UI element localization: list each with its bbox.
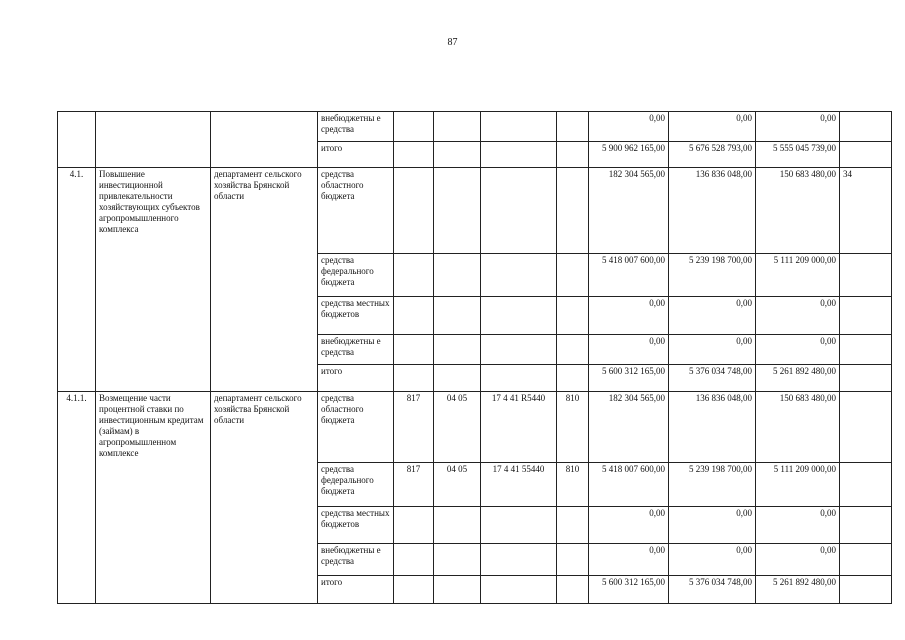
target-article-code [481,335,557,365]
funding-source: средства местных бюджетов [318,507,394,544]
item-name: Повышение инвестиционной привлекательности хозяйствующих субъектов агропромышленного комплекса [96,168,211,392]
amount-year-3: 0,00 [756,297,840,335]
item-number: 4.1.1. [58,392,96,604]
target-article-code [481,168,557,254]
item-name: Возмещение части процентной ставки по инвестиционным кредитам (займам) в агропромышленном комплексе [96,392,211,604]
amount-year-1: 0,00 [589,297,669,335]
section-code [434,544,481,576]
amount-year-2: 5 676 528 793,00 [669,142,756,168]
department [211,112,318,168]
expense-type-code [557,507,589,544]
amount-year-2: 0,00 [669,335,756,365]
amount-year-2: 0,00 [669,112,756,142]
section-code [434,576,481,604]
amount-year-3: 0,00 [756,544,840,576]
indicator-ref [840,254,892,297]
amount-year-3: 0,00 [756,507,840,544]
amount-year-3: 150 683 480,00 [756,168,840,254]
amount-year-3: 5 555 045 739,00 [756,142,840,168]
amount-year-2: 0,00 [669,297,756,335]
budget-table [57,111,892,604]
grbs-code [394,335,434,365]
indicator-ref [840,297,892,335]
item-number [58,112,96,168]
indicator-ref [840,507,892,544]
funding-source: средства федерального бюджета [318,254,394,297]
funding-source: внебюджетны е средства [318,544,394,576]
expense-type-code [557,297,589,335]
grbs-code [394,576,434,604]
indicator-ref [840,365,892,392]
expense-type-code: 810 [557,392,589,463]
amount-year-1: 5 418 007 600,00 [589,254,669,297]
expense-type-code [557,576,589,604]
expense-type-code [557,168,589,254]
target-article-code [481,576,557,604]
target-article-code [481,507,557,544]
amount-year-1: 0,00 [589,335,669,365]
expense-type-code: 810 [557,463,589,507]
grbs-code: 817 [394,463,434,507]
amount-year-3: 5 261 892 480,00 [756,365,840,392]
item-number: 4.1. [58,168,96,392]
amount-year-3: 0,00 [756,335,840,365]
funding-source: итого [318,576,394,604]
amount-year-1: 182 304 565,00 [589,168,669,254]
section-code [434,297,481,335]
target-article-code: 17 4 41 R5440 [481,392,557,463]
amount-year-3: 0,00 [756,112,840,142]
funding-source: внебюджетны е средства [318,112,394,142]
amount-year-3: 150 683 480,00 [756,392,840,463]
amount-year-2: 136 836 048,00 [669,168,756,254]
page-number: 87 [447,37,458,48]
target-article-code [481,297,557,335]
amount-year-3: 5 261 892 480,00 [756,576,840,604]
funding-source: внебюджетны е средства [318,335,394,365]
table-row [58,392,892,463]
amount-year-2: 0,00 [669,544,756,576]
expense-type-code [557,254,589,297]
section-code [434,168,481,254]
amount-year-1: 5 900 962 165,00 [589,142,669,168]
target-article-code [481,365,557,392]
indicator-ref [840,392,892,463]
expense-type-code [557,544,589,576]
indicator-ref [840,544,892,576]
amount-year-2: 5 376 034 748,00 [669,576,756,604]
table-row [58,112,892,142]
expense-type-code [557,142,589,168]
amount-year-1: 5 600 312 165,00 [589,576,669,604]
amount-year-2: 5 376 034 748,00 [669,365,756,392]
grbs-code [394,544,434,576]
funding-source: средства областного бюджета [318,392,394,463]
funding-source: средства областного бюджета [318,168,394,254]
expense-type-code [557,365,589,392]
indicator-ref [840,463,892,507]
amount-year-2: 5 239 198 700,00 [669,254,756,297]
amount-year-3: 5 111 209 000,00 [756,254,840,297]
department: департамент сельского хозяйства Брянской области [211,392,318,604]
section-code [434,142,481,168]
department: департамент сельского хозяйства Брянской области [211,168,318,392]
grbs-code [394,297,434,335]
target-article-code: 17 4 41 55440 [481,463,557,507]
expense-type-code [557,112,589,142]
amount-year-1: 0,00 [589,544,669,576]
indicator-ref [840,335,892,365]
amount-year-1: 5 600 312 165,00 [589,365,669,392]
indicator-ref [840,576,892,604]
grbs-code [394,507,434,544]
expense-type-code [557,335,589,365]
grbs-code [394,168,434,254]
grbs-code [394,365,434,392]
grbs-code: 817 [394,392,434,463]
section-code: 04 05 [434,463,481,507]
target-article-code [481,254,557,297]
target-article-code [481,544,557,576]
grbs-code [394,254,434,297]
amount-year-1: 182 304 565,00 [589,392,669,463]
target-article-code [481,112,557,142]
item-name [96,112,211,168]
amount-year-1: 5 418 007 600,00 [589,463,669,507]
section-code [434,112,481,142]
funding-source: итого [318,142,394,168]
amount-year-3: 5 111 209 000,00 [756,463,840,507]
amount-year-1: 0,00 [589,507,669,544]
section-code [434,507,481,544]
section-code [434,335,481,365]
amount-year-2: 136 836 048,00 [669,392,756,463]
section-code: 04 05 [434,392,481,463]
funding-source: средства местных бюджетов [318,297,394,335]
target-article-code [481,142,557,168]
funding-source: итого [318,365,394,392]
grbs-code [394,142,434,168]
amount-year-1: 0,00 [589,112,669,142]
amount-year-2: 5 239 198 700,00 [669,463,756,507]
indicator-ref [840,142,892,168]
table-row [58,168,892,254]
section-code [434,254,481,297]
grbs-code [394,112,434,142]
amount-year-2: 0,00 [669,507,756,544]
funding-source: средства федерального бюджета [318,463,394,507]
indicator-ref [840,112,892,142]
indicator-ref: 34 [840,168,892,254]
section-code [434,365,481,392]
